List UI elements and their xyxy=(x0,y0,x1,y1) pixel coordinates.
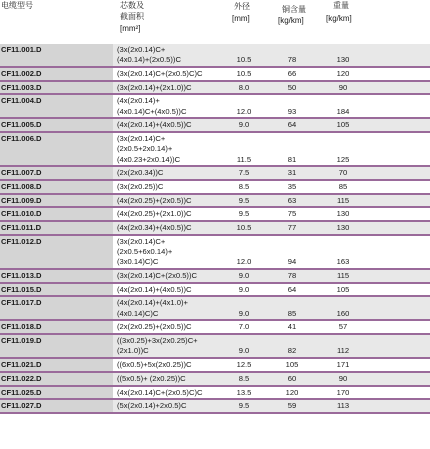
model-cell: CF11.012.D xyxy=(1,236,42,246)
model-cell: CF11.002.D xyxy=(1,69,42,78)
model-cell: CF11.005.D xyxy=(1,120,42,130)
cores-cell-line: (5x(2x0.14)+2x0.5)C xyxy=(117,401,187,411)
outer-diameter-cell: 9.5 xyxy=(238,209,250,219)
model-cell: CF11.006.D xyxy=(1,134,42,144)
model-cell: CF11.027.D xyxy=(1,401,42,411)
weight-cell: 90 xyxy=(338,373,348,383)
copper-cell: 59 xyxy=(287,401,297,411)
table-row xyxy=(0,270,430,284)
model-cell: CF11.003.D xyxy=(1,82,42,92)
cores-cell-line: (4x0.14)C)C xyxy=(117,308,159,318)
weight-cell: 113 xyxy=(336,401,350,411)
copper-cell: 64 xyxy=(287,284,297,294)
outer-diameter-cell: 9.0 xyxy=(238,346,250,356)
table-row xyxy=(0,321,430,335)
outer-diameter-cell: 12.0 xyxy=(236,106,252,116)
copper-cell: 66 xyxy=(287,69,297,78)
cores-cell-line: (3x(2x0.14)C+(2x0.5))C xyxy=(117,271,197,281)
outer-diameter-cell: 8.5 xyxy=(238,182,250,192)
outer-diameter-cell: 7.5 xyxy=(238,168,250,178)
cores-cell-line: (3x(2x0.14)C+(2x0.5)C)C xyxy=(117,69,203,78)
copper-cell: 35 xyxy=(287,182,297,192)
outer-diameter-cell: 12.0 xyxy=(236,257,252,267)
model-cell: CF11.004.D xyxy=(1,96,42,106)
copper-cell: 63 xyxy=(287,195,297,205)
copper-cell: 41 xyxy=(287,322,297,332)
cores-cell-line: (4x(2x0.34)+(4x0.5))C xyxy=(117,223,192,233)
weight-cell: 57 xyxy=(338,322,348,332)
header-cores-line1: 芯数及 xyxy=(120,1,144,10)
outer-diameter-cell: 9.0 xyxy=(238,120,250,130)
outer-diameter-cell: 8.0 xyxy=(238,82,250,92)
model-cell: CF11.010.D xyxy=(1,209,42,219)
model-cell: CF11.018.D xyxy=(1,322,42,332)
cores-cell-line: ((5x0.5)+ (2x0.25))C xyxy=(117,373,186,383)
weight-cell: 112 xyxy=(336,346,350,356)
cores-cell-line: (3x0.14)C)C xyxy=(117,257,159,267)
copper-cell: 78 xyxy=(287,55,297,65)
model-cell: CF11.022.D xyxy=(1,373,42,383)
model-cell: CF11.021.D xyxy=(1,360,42,370)
table-row xyxy=(0,297,430,321)
table-row xyxy=(0,95,430,119)
weight-cell: 125 xyxy=(336,154,350,164)
model-cell: CF11.008.D xyxy=(1,182,42,192)
copper-cell: 60 xyxy=(287,373,297,383)
model-cell: CF11.009.D xyxy=(1,195,42,205)
cores-cell-line: ((6x0.5)+5x(2x0.25))C xyxy=(117,360,192,370)
cores-cell-line: ((3x0.25)+3x(2x0.25)C+ xyxy=(117,336,198,346)
outer-diameter-cell: 10.5 xyxy=(236,69,252,78)
weight-cell: 90 xyxy=(338,82,348,92)
header-cores-line2: 截面积 xyxy=(120,12,144,21)
model-cell: CF11.025.D xyxy=(1,387,42,397)
outer-diameter-cell: 9.0 xyxy=(238,284,250,294)
header-outer-diameter-unit: [mm] xyxy=(232,14,250,23)
outer-diameter-cell: 11.5 xyxy=(236,154,252,164)
cores-cell-line: (4x(2x0.14)+(4x0.5))C xyxy=(117,120,192,130)
weight-cell: 170 xyxy=(336,387,350,397)
outer-diameter-cell: 9.0 xyxy=(238,308,250,318)
weight-cell: 120 xyxy=(336,69,350,78)
weight-cell: 70 xyxy=(338,168,348,178)
model-cell: CF11.015.D xyxy=(1,284,42,294)
copper-cell: 75 xyxy=(287,209,297,219)
copper-cell: 93 xyxy=(287,106,297,116)
header-copper-unit: [kg/km] xyxy=(278,16,304,25)
cores-cell-line: (4x(2x0.25)+(2x1.0))C xyxy=(117,209,192,219)
cores-cell-line: (2x0.5+6x0.14)+ xyxy=(117,247,173,257)
outer-diameter-cell: 8.5 xyxy=(238,373,250,383)
copper-cell: 81 xyxy=(287,154,297,164)
model-cell: CF11.017.D xyxy=(1,298,42,308)
table-body xyxy=(0,44,430,414)
header-copper: 铜含量 xyxy=(282,5,306,14)
cores-cell-line: (2x(2x0.25)+(2x0.5))C xyxy=(117,322,192,332)
weight-cell: 130 xyxy=(336,223,350,233)
cores-cell-line: (3x(2x0.14)C+ xyxy=(117,134,166,144)
copper-cell: 78 xyxy=(287,271,297,281)
model-cell: CF11.007.D xyxy=(1,168,42,178)
outer-diameter-cell: 9.5 xyxy=(238,195,250,205)
model-cell: CF11.019.D xyxy=(1,336,42,346)
cores-cell-line: (4x0.23+2x0.14))C xyxy=(117,154,181,164)
outer-diameter-cell: 9.0 xyxy=(238,271,250,281)
table-row xyxy=(0,387,430,401)
copper-cell: 31 xyxy=(287,168,297,178)
table-row xyxy=(0,335,430,359)
weight-cell: 105 xyxy=(336,120,350,130)
cores-cell-line: (4x(2x0.14)+(4x0.5))C xyxy=(117,284,192,294)
header-weight-unit: [kg/km] xyxy=(326,14,352,23)
copper-cell: 64 xyxy=(287,120,297,130)
table-row xyxy=(0,222,430,236)
table-row xyxy=(0,68,430,82)
header-weight: 重量 xyxy=(333,1,349,10)
table-row xyxy=(0,400,430,414)
cores-cell-line: (2x(2x0.34))C xyxy=(117,168,164,178)
cores-cell-line: (4x0.14)+(2x0.5))C xyxy=(117,55,181,65)
outer-diameter-cell: 13.5 xyxy=(236,387,252,397)
cores-cell-line: (2x0.5+2x0.14)+ xyxy=(117,144,173,154)
cores-cell-line: (3x(2x0.14)+(2x1.0))C xyxy=(117,82,192,92)
weight-cell: 105 xyxy=(336,284,350,294)
weight-cell: 130 xyxy=(336,55,350,65)
cores-cell-line: (4x(2x0.14)+(4x1.0)+ xyxy=(117,298,188,308)
table-header xyxy=(0,0,430,44)
cores-cell-line: (4x(2x0.14)C+(2x0.5)C)C xyxy=(117,387,203,397)
weight-cell: 115 xyxy=(336,195,350,205)
table-row xyxy=(0,44,430,68)
cores-cell-line: (4x(2x0.14)+ xyxy=(117,96,160,106)
table-row xyxy=(0,167,430,181)
weight-cell: 184 xyxy=(336,106,350,116)
cores-cell-line: (4x0.14)C+(4x0.5))C xyxy=(117,106,187,116)
cores-cell-line: (2x1.0))C xyxy=(117,346,149,356)
cores-cell-line: (3x(2x0.14)C+ xyxy=(117,236,166,246)
table-row xyxy=(0,181,430,195)
weight-cell: 130 xyxy=(336,209,350,219)
table-row xyxy=(0,119,430,133)
copper-cell: 120 xyxy=(285,387,299,397)
weight-cell: 115 xyxy=(336,271,350,281)
header-model: 电缆型号 xyxy=(1,1,33,10)
table-row xyxy=(0,133,430,167)
outer-diameter-cell: 7.0 xyxy=(238,322,250,332)
cores-cell-line: (4x(2x0.25)+(2x0.5))C xyxy=(117,195,192,205)
weight-cell: 160 xyxy=(336,308,350,318)
copper-cell: 85 xyxy=(287,308,297,318)
copper-cell: 82 xyxy=(287,346,297,356)
table-row xyxy=(0,82,430,96)
header-outer-diameter: 外径 xyxy=(234,2,250,11)
copper-cell: 77 xyxy=(287,223,297,233)
row-separator xyxy=(0,412,430,414)
outer-diameter-cell: 12.5 xyxy=(236,360,252,370)
table-row xyxy=(0,284,430,298)
cores-cell-line: (3x(2x0.14)C+ xyxy=(117,45,166,54)
outer-diameter-cell: 10.5 xyxy=(236,55,252,65)
model-cell: CF11.011.D xyxy=(1,223,42,233)
copper-cell: 50 xyxy=(287,82,297,92)
copper-cell: 94 xyxy=(287,257,297,267)
header-cores-unit: [mm²] xyxy=(120,24,141,33)
weight-cell: 171 xyxy=(336,360,350,370)
weight-cell: 85 xyxy=(338,182,348,192)
table-row xyxy=(0,236,430,270)
copper-cell: 105 xyxy=(285,360,299,370)
table-row xyxy=(0,195,430,209)
model-cell: CF11.013.D xyxy=(1,271,42,281)
table-row xyxy=(0,359,430,373)
table-row xyxy=(0,373,430,387)
outer-diameter-cell: 10.5 xyxy=(236,223,252,233)
model-cell: CF11.001.D xyxy=(1,45,42,54)
cores-cell-line: (3x(2x0.25))C xyxy=(117,182,164,192)
weight-cell: 163 xyxy=(336,257,350,267)
table-row xyxy=(0,208,430,222)
outer-diameter-cell: 9.5 xyxy=(238,401,250,411)
